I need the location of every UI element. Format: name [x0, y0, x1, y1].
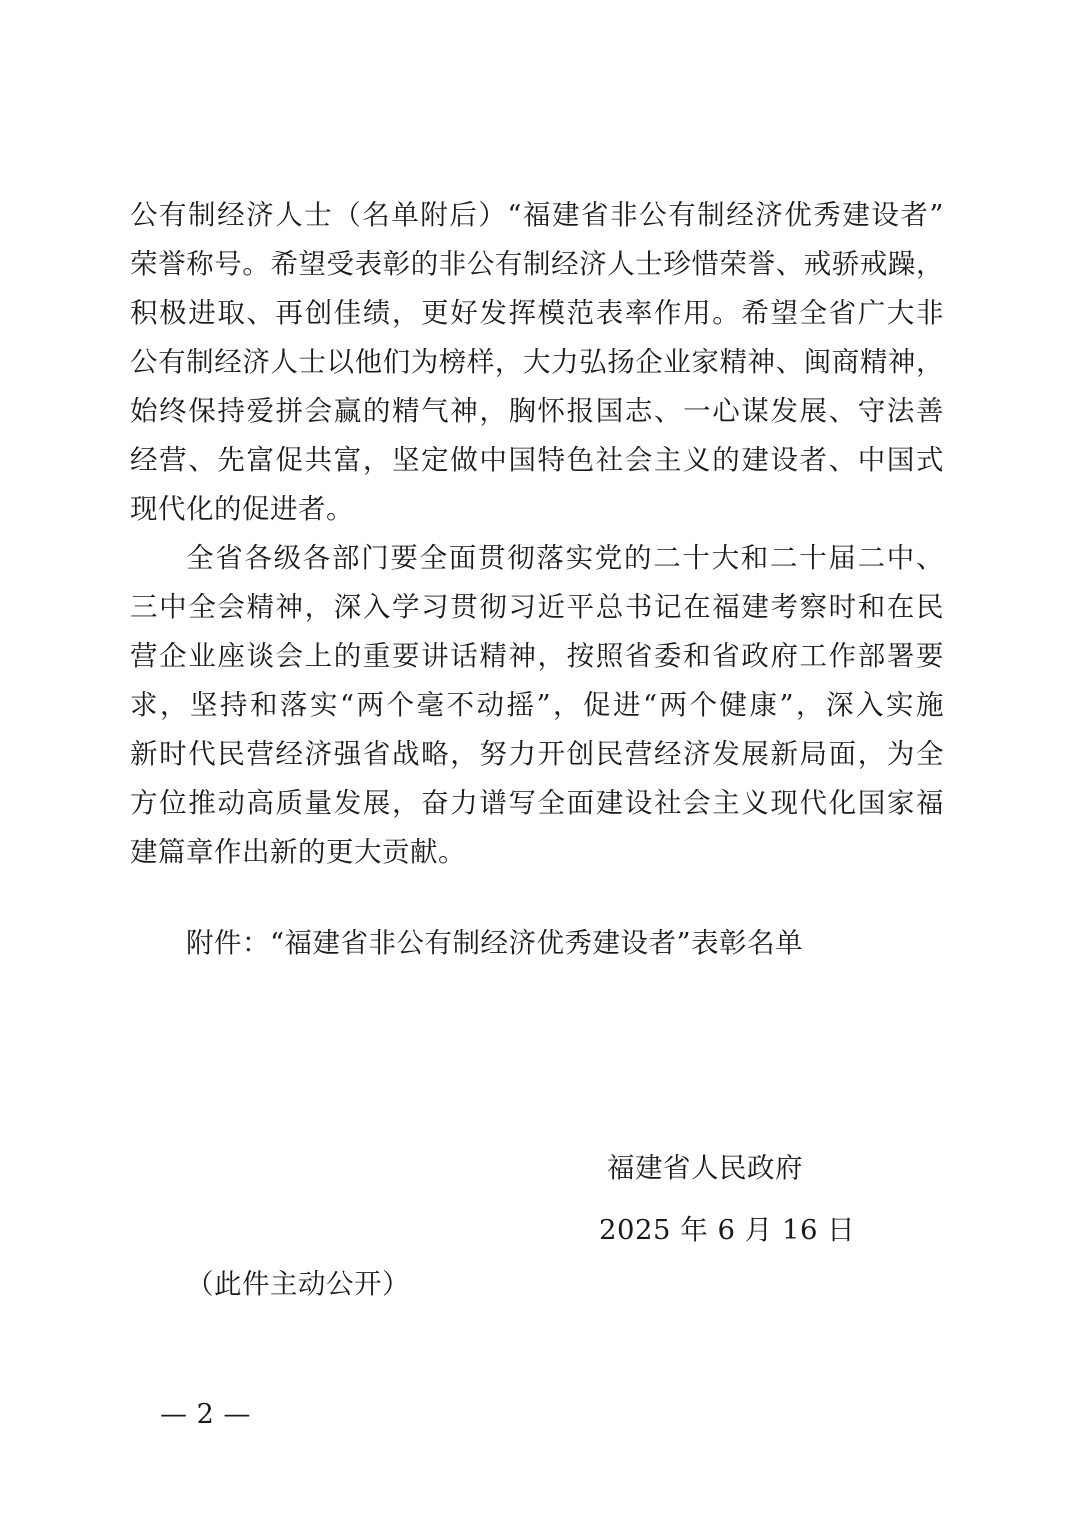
text-line: 公有制经济人士以他们为榜样，大力弘扬企业家精神、闽商精神，	[130, 346, 944, 378]
page-number: — 2 —	[160, 1399, 251, 1430]
text-line: 建篇章作出新的更大贡献。	[130, 836, 466, 868]
text-line: 积极进取、再创佳绩，更好发挥模范表率作用。希望全省广大非	[130, 297, 944, 329]
text-line: 经营、先富促共富，坚定做中国特色社会主义的建设者、中国式	[130, 444, 944, 476]
text-line: 始终保持爱拼会赢的精气神，胸怀报国志、一心谋发展、守法善	[130, 395, 944, 427]
text-line: 现代化的促进者。	[130, 493, 354, 525]
text-line: 三中全会精神，深入学习贯彻习近平总书记在福建考察时和在民	[130, 591, 944, 623]
text-line: 营企业座谈会上的重要讲话精神，按照省委和省政府工作部署要	[130, 640, 944, 672]
text-line: 方位推动高质量发展，奋力谱写全面建设社会主义现代化国家福	[130, 787, 944, 819]
text-line: 荣誉称号。希望受表彰的非公有制经济人士珍惜荣誉、戒骄戒躁，	[130, 248, 944, 280]
text-line: 求，坚持和落实“两个毫不动摇”，促进“两个健康”，深入实施	[130, 689, 944, 721]
text-line: 公有制经济人士（名单附后）“福建省非公有制经济优秀建设者”	[130, 199, 944, 231]
text-line: 新时代民营经济强省战略，努力开创民营经济发展新局面，为全	[130, 738, 944, 770]
attachment-line: 附件：“福建省非公有制经济优秀建设者”表彰名单	[186, 927, 804, 959]
disclosure-note: （此件主动公开）	[186, 1268, 410, 1300]
text-line: 全省各级各部门要全面贯彻落实党的二十大和二十届二中、	[186, 542, 944, 574]
issue-date: 2025 年 6 月 16 日	[599, 1214, 856, 1246]
issuer-name: 福建省人民政府	[607, 1152, 803, 1184]
